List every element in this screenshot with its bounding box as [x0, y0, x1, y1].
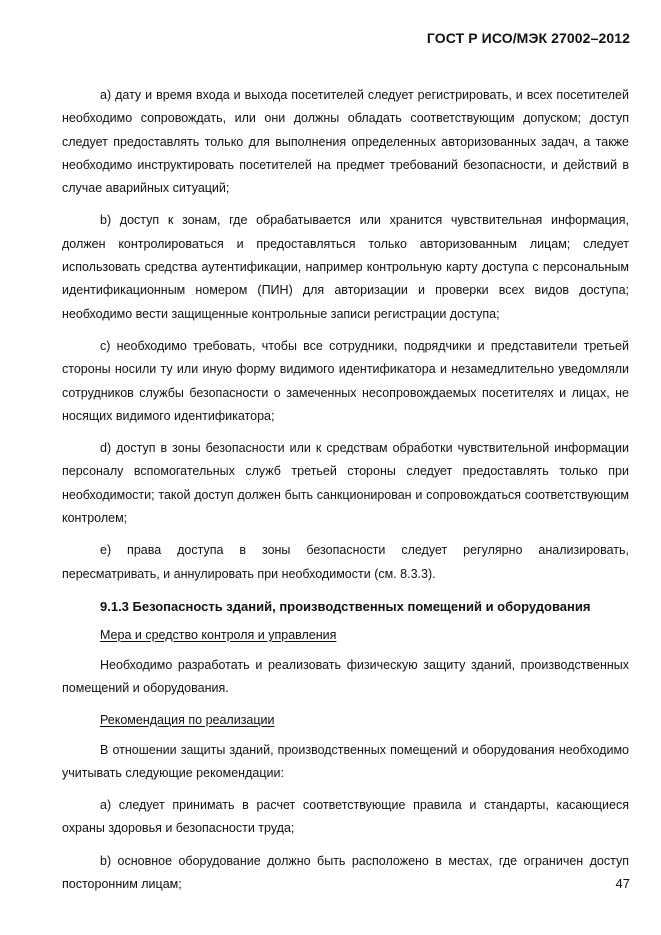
control-text: Необходимо разработать и реализовать физическую защиту зданий, производственных помещений и оборудования. [62, 657, 629, 696]
paragraph-item-b: b) доступ к зонам, где обрабатывается или хранится чувствительная информация, должен контролироваться и предоставляться только авторизованным лицам; следует использовать средства аутентификации, например контрольную карту доступа с персональным идентификационным номером (ПИН) для авторизации и проверки всех видов доступа; необходимо вести защищенные контрольные записи регистрации доступа; [62, 213, 629, 321]
guidance-item-b: b) основное оборудование должно быть расположено в местах, где ограничен доступ посторонним лицам; [62, 853, 629, 892]
paragraph-item-d: d) доступ в зоны безопасности или к средствам обработки чувствительной информации персоналу вспомогательных служб третьей стороны следует предоставлять только при необходимости; такой доступ должен быть санкционирован и сопровождаться соответствующим контролем; [62, 441, 629, 526]
page-number: 47 [615, 876, 630, 891]
standard-header: ГОСТ Р ИСО/МЭК 27002–2012 [426, 30, 630, 46]
control-heading [62, 625, 629, 646]
paragraph-item-e: e) права доступа в зоны безопасности следует регулярно анализировать, пересматривать, и аннулировать при необходимости (см. 8.3.3). [62, 543, 629, 581]
guidance-heading [62, 710, 629, 731]
control-heading-text: Мера и средство контроля и управления [100, 627, 337, 642]
paragraph-item-c: c) необходимо требовать, чтобы все сотрудники, подрядчики и представители третьей стороны носили ту или иную форму видимого идентификатора и незамедлительно уведомляли сотрудников службы безопасности о замеченных несопровождаемых посетителях и лицах, не носящих видимого идентификатора; [62, 338, 629, 423]
document-body [62, 84, 629, 905]
guidance-heading-text: Рекомендация по реализации [100, 712, 275, 727]
section-title: 9.1.3 Безопасность зданий, производственных помещений и оборудования [100, 598, 591, 614]
guidance-intro: В отношении защиты зданий, производственных помещений и оборудования необходимо учитывать следующие рекомендации: [62, 742, 629, 780]
paragraph-item-a: а) дату и время входа и выхода посетителей следует регистрировать, и всех посетителей необходимо сопровождать, или они должны обладать соответствующим допуском; доступ следует предоставлять только для выполнения определенных авторизованных задач, а также необходимо инструктировать посетителей на предмет требований безопасности, и действий в случае аварийных ситуаций; [62, 88, 629, 196]
guidance-item-a: а) следует принимать в расчет соответствующие правила и стандарты, касающиеся охраны здоровья и безопасности труда; [62, 798, 629, 836]
